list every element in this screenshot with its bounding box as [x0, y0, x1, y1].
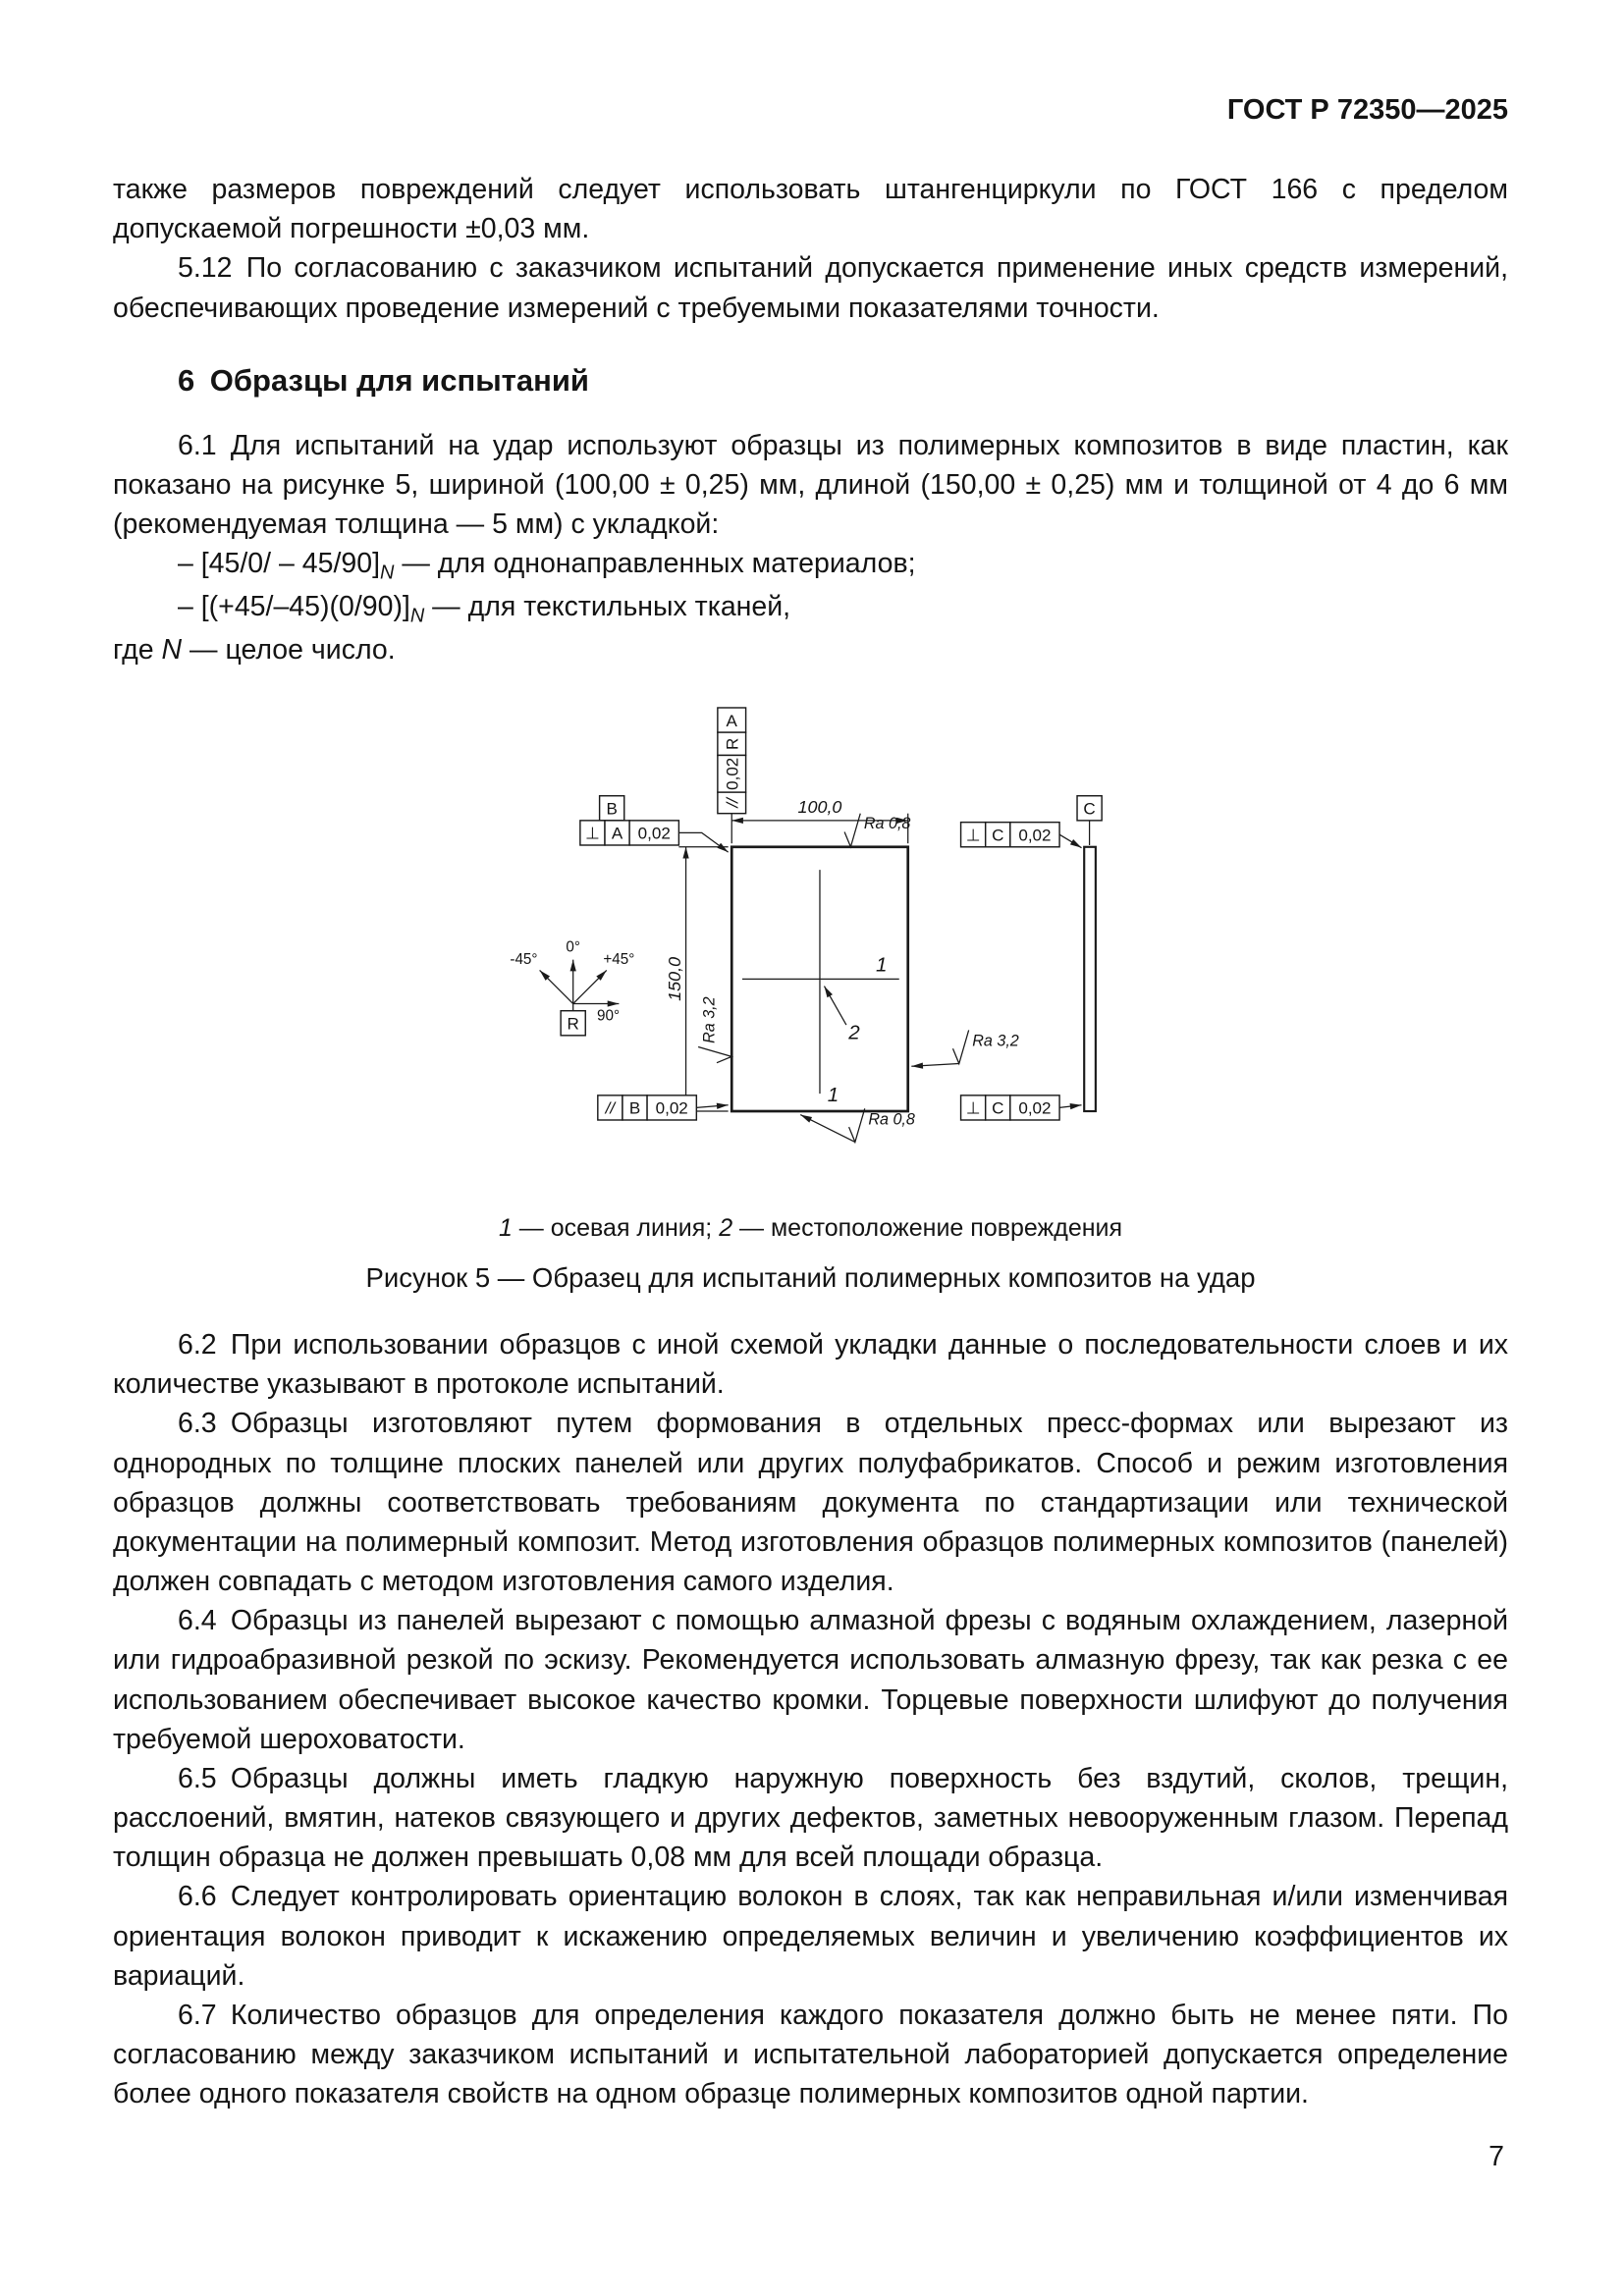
axis-mark-1a: 1	[875, 953, 888, 977]
tol-left-ref: А	[611, 824, 623, 843]
roughness-right-value: Ra 3,2	[971, 1032, 1019, 1050]
angle-0-label: 0°	[565, 938, 580, 956]
angle-90-label: 90°	[596, 1007, 620, 1025]
figure-5	[113, 697, 1508, 1294]
tol-right-bottom-ref: С	[991, 1098, 1003, 1118]
legend-text-1: — осевая линия;	[512, 1214, 720, 1242]
roughness-bottom-value: Ra 0,8	[867, 1110, 915, 1129]
where-rest: — целое число.	[182, 633, 396, 666]
perpendicularity-icon: ⊥	[584, 824, 600, 843]
dimension-width-value: 100,0	[797, 796, 841, 817]
dimension-length	[665, 847, 728, 1111]
page-content	[113, 94, 1508, 2173]
paragraph-5-12: 5.12 По согласованию с заказчиком испытаний допускается применение иных средств измерений, обеспечивающих проведение измерений с требуемыми показателями точности.	[113, 252, 1508, 324]
edge-view-bar	[1077, 796, 1102, 1111]
paragraph-6-7: 6.7 Количество образцов для определения каждого показателя должно быть не менее пяти. По согласованию между заказчиком испытаний и испытательной лабораторией допускается определение более одного показателя свойств на одном образце полимерных композитов одной партии.	[113, 1999, 1508, 2110]
perpendicularity-icon: ⊥	[965, 826, 981, 845]
datum-b-tolerance-frame	[579, 796, 728, 852]
roughness-bottom-icon	[800, 1108, 915, 1142]
legend-mark-2: 2	[719, 1214, 733, 1242]
paragraph-6-3: 6.3 Образцы изготовляют путем формования в отдельных пресс-формах или вырезают из однородных по толщине плоских панелей или других полуфабрикатов. Способ и режим изготовления образцов должны соответствовать требованиям документа по стандартизации или технической документации на полимерный композит. Метод изготовления образцов полимерных композитов (панелей) должен совпадать с методом изготовления самого изделия.	[113, 1408, 1508, 1598]
roughness-top-value: Ra 0,8	[863, 814, 910, 832]
layup1-text: – [45/0/ – 45/90]	[178, 548, 380, 580]
figure-legend	[113, 1214, 1508, 1243]
datum-a-label: А	[726, 711, 737, 730]
center-lines	[742, 870, 899, 1094]
damage-mark-2: 2	[847, 1021, 860, 1044]
damage-location	[824, 987, 860, 1044]
tol-top-value: 0,02	[723, 757, 742, 790]
paragraph-6-5: 6.5 Образцы должны иметь гладкую наружную поверхность без вздутий, сколов, трещин, расслоений, вмятин, натеков связующего и других дефектов, заметных невооруженным глазом. Перепад толщин образца не должен превышать 0,08 мм для всей площади образца.	[113, 1762, 1508, 1874]
where-variable: N	[161, 633, 183, 666]
datum-b-label: В	[605, 799, 618, 819]
figure-caption: Рисунок 5 — Образец для испытаний полимерных композитов на удар	[365, 1262, 1256, 1293]
axis-mark-1b: 1	[827, 1084, 839, 1107]
legend-text-2: — местоположение повреждения	[732, 1214, 1123, 1242]
tol-bottom-left-value: 0,02	[655, 1098, 688, 1118]
where-clause	[113, 630, 1508, 669]
tol-bottom-left-ref: В	[628, 1098, 640, 1118]
paragraph-continuation: также размеров повреждений следует использовать штангенциркули по ГОСТ 166 с пределом допускаемой погрешности ±0,03 мм.	[113, 174, 1508, 245]
parallelism-icon: //	[605, 1098, 615, 1118]
datum-c-label: С	[1082, 799, 1096, 819]
tol-frame-right-bottom	[960, 1095, 1081, 1120]
layup1-subscript: N	[380, 561, 395, 584]
paragraph-6-6: 6.6 Следует контролировать ориентацию волокон в слоях, так как неправильная и/или изменчивая ориентация волокон приводит к искажению определяемых величин и увеличению коэффициентов их вариаций.	[113, 1881, 1508, 1992]
layup2-subscript: N	[409, 605, 425, 627]
dimension-length-value: 150,0	[664, 956, 684, 1001]
figure5-drawing	[467, 697, 1155, 1191]
roughness-left-icon	[698, 996, 731, 1062]
page-number: 7	[1489, 2141, 1504, 2173]
tol-right-top-value: 0,02	[1017, 826, 1052, 845]
angle-minus45-label: -45°	[509, 951, 538, 969]
legend-mark-1: 1	[498, 1214, 513, 1242]
layup-item-textile	[113, 587, 1508, 630]
layup1-description: — для однонаправленных материалов;	[394, 548, 916, 580]
fiber-direction-rose	[510, 939, 634, 1036]
layup-item-unidirectional	[113, 544, 1508, 587]
angle-plus45-label: +45°	[602, 951, 634, 969]
roughness-left-value: Ra 3,2	[699, 996, 718, 1043]
tol-frame-right-top	[960, 823, 1081, 848]
figure-captions	[113, 1214, 1508, 1294]
datum-a-tolerance-frame	[717, 708, 745, 814]
tol-right-top-ref: С	[991, 826, 1003, 845]
standard-code: ГОСТ Р 72350—2025	[1226, 94, 1508, 126]
tol-frame-bottom-left	[597, 1095, 728, 1120]
paragraph-6-2: 6.2 При использовании образцов с иной схемой укладки данные о последовательности слоев и их количестве указывают в протоколе испытаний.	[113, 1329, 1508, 1401]
roughness-right-icon	[911, 1030, 1019, 1066]
where-pre: где	[113, 633, 162, 666]
tol-right-bottom-value: 0,02	[1017, 1098, 1052, 1118]
tol-top-ref: R	[723, 737, 742, 750]
roughness-top-icon	[844, 814, 910, 847]
layup2-description: — для текстильных тканей,	[424, 591, 791, 623]
paragraph-6-4: 6.4 Образцы из панелей вырезают с помощью алмазной фрезы с водяным охлаждением, лазерной или гидроабразивной резкой по эскизу. Рекомендуется использовать алмазную фрезу, так как резка с ее использованием обеспечивает высокое качество кромки. Торцевые поверхности шлифуют до получения требуемой шероховатости.	[113, 1605, 1508, 1755]
perpendicularity-icon: ⊥	[965, 1098, 981, 1118]
section-6-heading: 6 Образцы для испытаний	[178, 362, 589, 398]
parallelism-icon: //	[723, 798, 742, 808]
paragraph-6-1: 6.1 Для испытаний на удар используют образцы из полимерных композитов в виде пластин, как показано на рисунке 5, шириной (100,00 ± 0,25) мм, длиной (150,00 ± 0,25) мм и толщиной от 4 до 6 мм (рекомендуемая толщина — 5 мм) с укладкой:	[113, 429, 1508, 541]
tol-left-value: 0,02	[637, 824, 671, 843]
datum-r-label: R	[567, 1014, 579, 1034]
layup2-text: – [(+45/–45)(0/90)]	[178, 591, 410, 623]
